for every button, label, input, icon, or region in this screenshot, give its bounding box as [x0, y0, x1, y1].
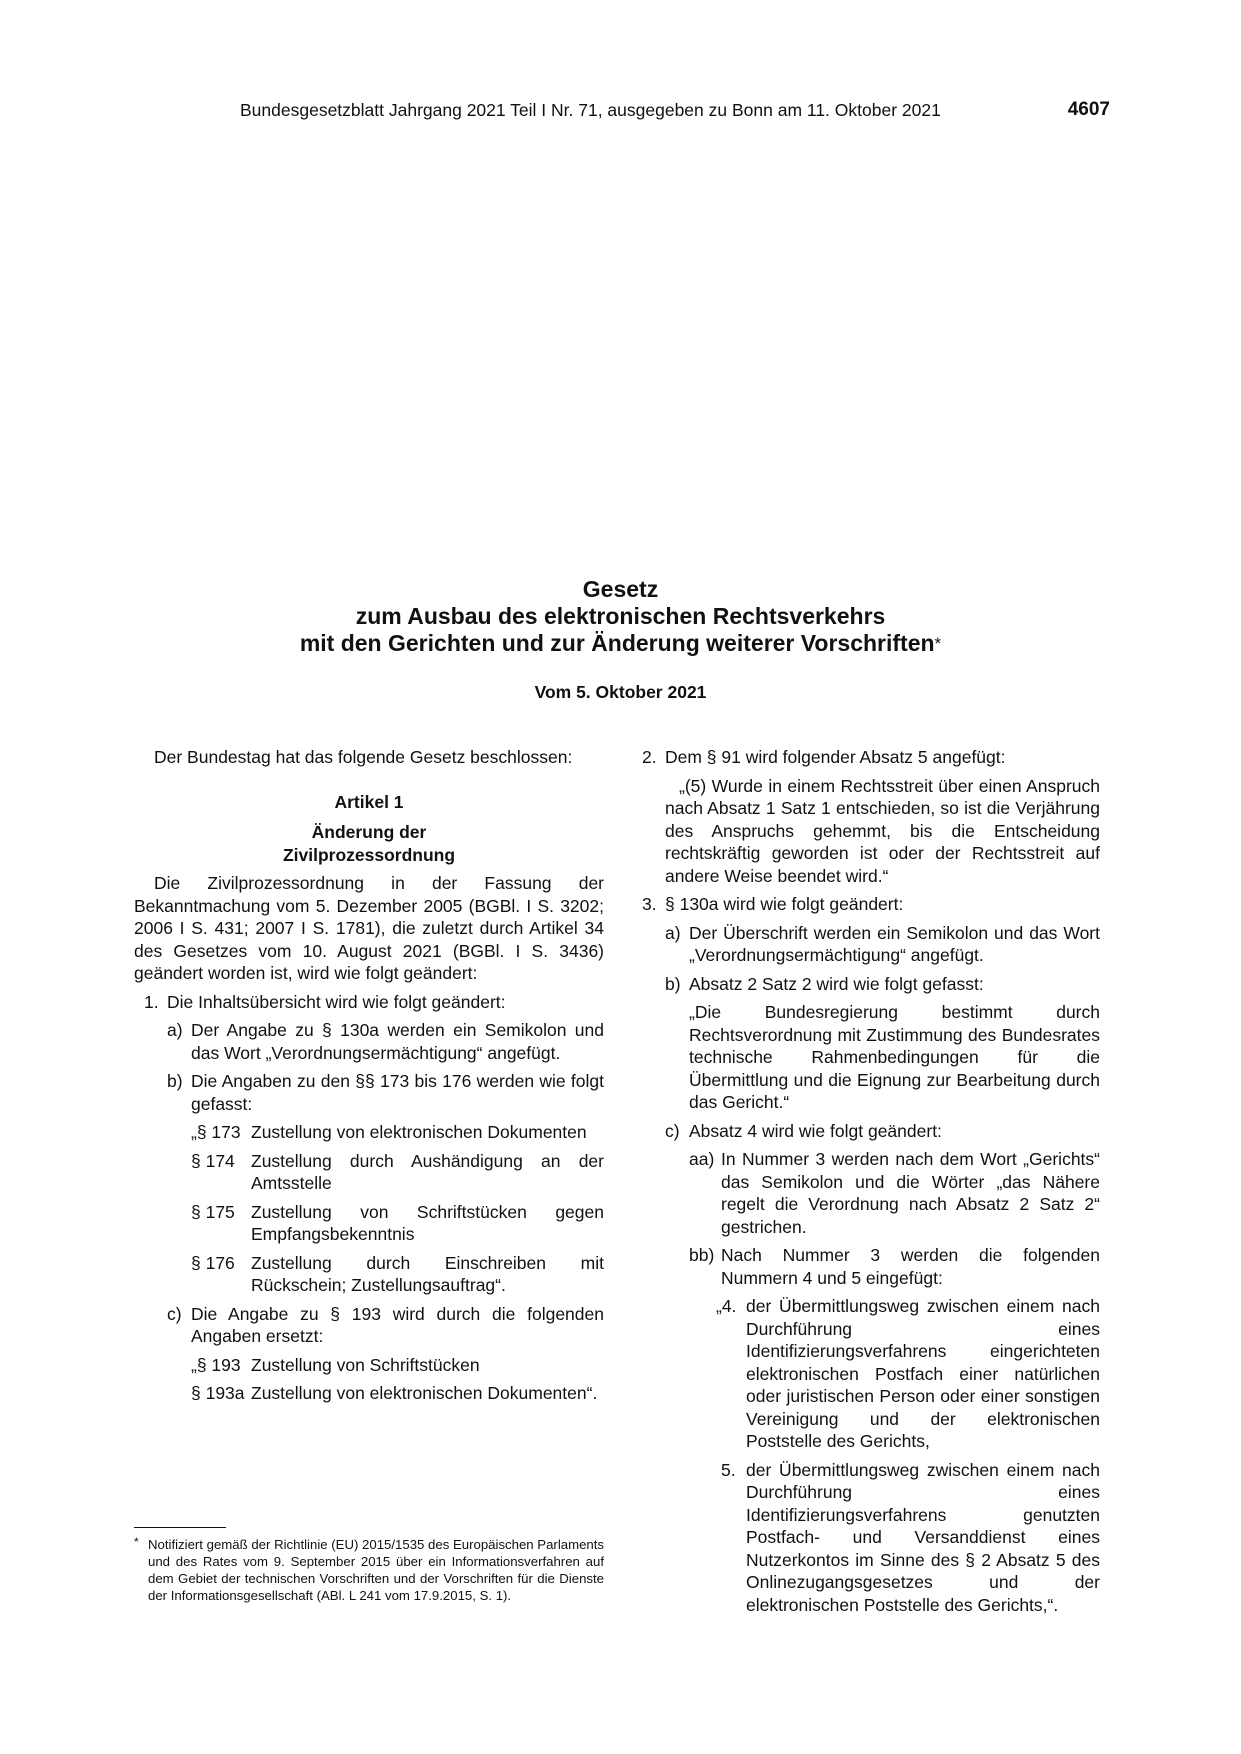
title-footnote-mark[interactable]: *: [934, 634, 942, 653]
item-label: c): [167, 1303, 182, 1324]
page-number: 4607: [1067, 99, 1110, 120]
list-item-1c: c) Die Angabe zu § 193 wird durch die folgenden Angaben ersetzt:: [167, 1303, 604, 1346]
law-title: [0, 576, 1241, 657]
title-line-2: zum Ausbau des elektronischen Rechtsverkehrs: [355, 603, 886, 629]
footnote-divider: [134, 1527, 226, 1528]
item-3b-quote: „Die Bundesregierung bestimmt durch Rechtsverordnung mit Zustimmung des Bundesrates technische Rahmenbedingungen für die Übermittlung und die Eignung zur Bearbeitung durch das Gericht.“: [689, 1002, 1100, 1112]
item-label: a): [167, 1020, 183, 1040]
item-label: 3.: [642, 894, 657, 914]
footnote: [134, 1536, 604, 1604]
item-label: aa): [689, 1149, 715, 1169]
law-date: Vom 5. Oktober 2021: [534, 682, 707, 702]
toc-entry-176: § 176 Zustellung durch Einschreiben mit Rückschein; Zustellungsauftrag“.: [191, 1252, 604, 1295]
page-header: [240, 100, 1110, 124]
item-label: b): [665, 973, 681, 994]
toc-entry-175: § 175 Zustellung von Schriftstücken gegen Empfangsbekenntnis: [191, 1201, 604, 1244]
list-item-number-4: „4. der Übermittlungsweg zwischen einem nach Durchführung eines Identifizierungsverfahrens eingerichteten elektronischen Postfach einer natürlichen oder juristischen Person oder einer sonstigen Vereinigung und der elektronischen Poststelle des Gerichts,: [716, 1296, 1100, 1451]
running-title: Bundesgesetzblatt Jahrgang 2021 Teil I Nr. 71, ausgegeben zu Bonn am 11. Oktober 2021: [240, 100, 941, 120]
item-label: 1.: [144, 991, 159, 1012]
item-label: 5.: [721, 1459, 736, 1480]
title-line-1: Gesetz: [582, 576, 659, 602]
footnote-mark: *: [134, 1535, 139, 1549]
footnote-text: Notifiziert gemäß der Richtlinie (EU) 2015/1535 des Europäischen Parlaments und des Rates vom 9. September 2015 über ein Informationsverfahren auf dem Gebiet der technischen Vorschriften und der Vorschriften für die Dienste der Informationsgesellschaft (ABl. L 241 vom 17.9.2015, S. 1).: [148, 1537, 604, 1603]
title-line-3: mit den Gerichten und zur Änderung weiterer Vorschriften*: [299, 630, 942, 656]
right-column: [640, 746, 1100, 1616]
article-subtitle-2: Zivilprozessordnung: [282, 844, 456, 865]
list-item-3c: c) Absatz 4 wird wie folgt geändert:: [665, 1120, 942, 1141]
list-item-1b: b) Die Angaben zu den §§ 173 bis 176 werden wie folgt gefasst:: [167, 1071, 604, 1114]
intro-paragraph: Der Bundestag hat das folgende Gesetz beschlossen:: [154, 747, 573, 767]
list-item-1: 1. Die Inhaltsübersicht wird wie folgt geändert:: [144, 991, 506, 1012]
list-item-number-5: 5. der Übermittlungsweg zwischen einem nach Durchführung eines Identifizierungsverfahrens genutzten Postfach- und Versanddienst eines Nutzerkontos im Sinne des § 2 Absatz 5 des Onlinezugangsgesetzes und der elektronischen Poststelle des Gerichts,“.: [721, 1459, 1100, 1615]
list-item-3: 3. § 130a wird wie folgt geändert:: [642, 894, 904, 914]
toc-entry-193: „§ 193 Zustellung von Schriftstücken: [191, 1354, 480, 1375]
item-label: „4.: [716, 1296, 737, 1316]
item-2-quote: „(5) Wurde in einem Rechtsstreit über einen Anspruch nach Absatz 1 Satz 1 entschieden, so ist die Verjährung des Anspruchs gehemmt, bis die Entscheidung rechtskräftig geworden ist oder der Rechtsstreit auf andere Weise beendet wird.“: [665, 775, 1100, 886]
toc-entry-193a: § 193a Zustellung von elektronischen Dokumenten“.: [191, 1383, 598, 1403]
list-item-3b: b) Absatz 2 Satz 2 wird wie folgt gefasst:: [665, 973, 984, 994]
item-label: c): [665, 1120, 680, 1141]
list-item-bb: bb) Nach Nummer 3 werden die folgenden Nummern 4 und 5 eingefügt:: [689, 1245, 1100, 1288]
article-subtitle-1: Änderung der: [311, 822, 427, 842]
item-label: 2.: [642, 747, 657, 767]
item-label: a): [665, 922, 681, 943]
toc-entry-173: „§ 173 Zustellung von elektronischen Dokumenten: [191, 1122, 587, 1142]
left-column: [134, 746, 604, 1405]
list-item-2: 2. Dem § 91 wird folgender Absatz 5 angefügt:: [642, 747, 1006, 767]
article-heading: Artikel 1: [334, 791, 404, 812]
article-body: Die Zivilprozessordnung in der Fassung der Bekanntmachung vom 5. Dezember 2005 (BGBl. I S. 3202; 2006 I S. 431; 2007 I S. 1781), die zuletzt durch Artikel 34 des Gesetzes vom 10. August 2021 (BGBl. I S. 3436) geändert worden ist, wird wie folgt geändert:: [134, 873, 604, 983]
item-label: bb): [689, 1245, 715, 1265]
list-item-1a: a) Der Angabe zu § 130a werden ein Semikolon und das Wort „Verordnungsermächtigung“ angefügt.: [167, 1020, 604, 1063]
item-label: b): [167, 1071, 183, 1091]
toc-entry-174: § 174 Zustellung durch Aushändigung an der Amtsstelle: [191, 1150, 604, 1193]
list-item-3a: a) Der Überschrift werden ein Semikolon und das Wort „Verordnungsermächtigung“ angefügt.: [665, 922, 1100, 965]
list-item-aa: aa) In Nummer 3 werden nach dem Wort „Gerichts“ das Semikolon und die Wörter „das Nähere regelt die Verordnung nach Absatz 2 Satz 2“ gestrichen.: [689, 1149, 1100, 1237]
